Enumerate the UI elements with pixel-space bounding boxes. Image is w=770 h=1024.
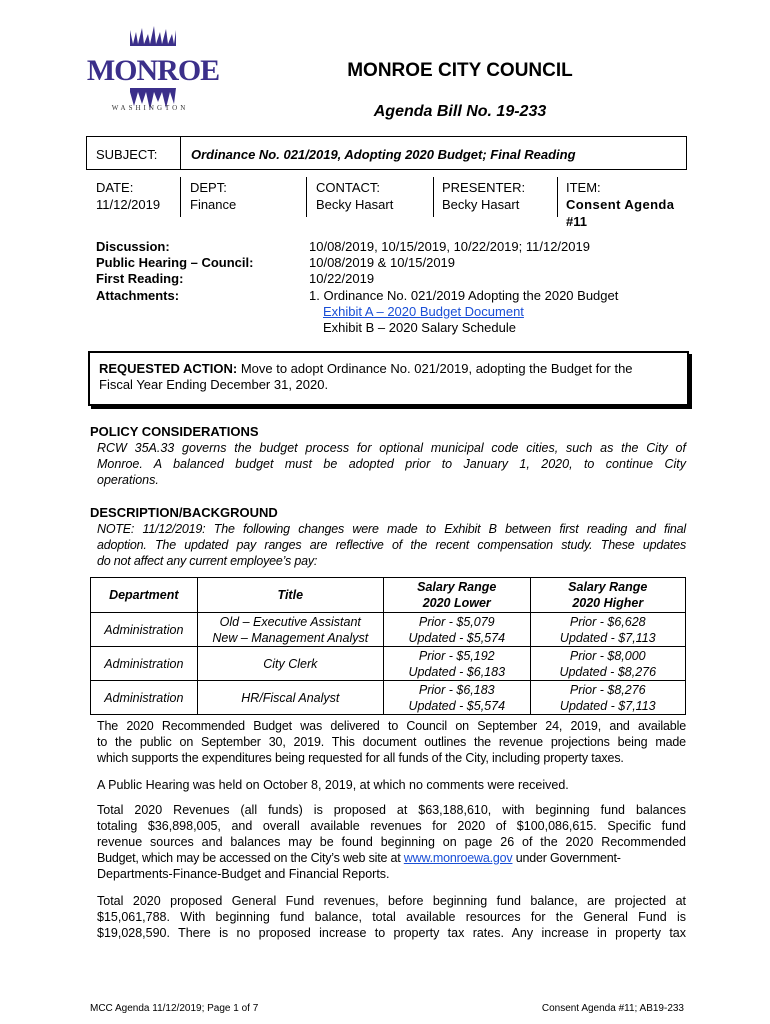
presenter-value: Becky Hasart <box>442 197 520 212</box>
header-salary-lower <box>383 578 530 613</box>
info-divider <box>557 177 558 217</box>
policy-line: Monroe. A balanced budget must be adopted prior to January 1, 2020, to continue City <box>97 457 686 471</box>
paragraph-line: Total 2020 proposed General Fund revenues, before beginning fund balance, are projected at <box>97 894 686 908</box>
logo-subtitle: WASHINGTON <box>111 104 189 112</box>
info-divider <box>433 177 434 217</box>
attachments-label: Attachments: <box>96 288 180 303</box>
paragraph-line: to the public on September 30, 2019. This document outlines the revenue projections being made <box>97 735 686 749</box>
cell-text: New – Management Analyst <box>212 630 369 645</box>
header-text: Salary Range <box>417 580 497 594</box>
requested-action-text: Move to adopt Ordinance No. 021/2019, adopting the Budget for the <box>237 361 633 376</box>
description-heading: DESCRIPTION/BACKGROUND <box>90 505 278 520</box>
header-department: Department <box>91 578 198 613</box>
info-divider <box>180 177 181 217</box>
requested-action-text-cont: Fiscal Year Ending December 31, 2020. <box>99 377 329 392</box>
salary-range-table <box>90 577 686 715</box>
paragraph-line: Total 2020 Revenues (all funds) is proposed at $63,188,610, with beginning fund balances <box>97 803 686 817</box>
item-number: #11 <box>566 214 587 229</box>
description-note <box>97 521 686 569</box>
subject-divider <box>180 136 181 170</box>
note-line: adoption. The updated pay ranges are reflective of the recent compensation study. These updates <box>97 538 686 552</box>
policy-text <box>97 440 686 488</box>
cell-text: Old – Executive Assistant <box>219 614 361 629</box>
attachment-exhibit-b: Exhibit B – 2020 Salary Schedule <box>323 320 516 335</box>
cell-text: Updated - $6,183 <box>408 664 506 679</box>
cell-text: Updated - $5,574 <box>408 630 506 645</box>
paragraph-text: Budget, which may be accessed on the City’s web site at <box>97 851 404 865</box>
paragraph-line: revenue sources and balances may be found beginning on page 26 of the 2020 Recommended <box>97 835 686 849</box>
header-text: Salary Range <box>568 580 648 594</box>
agenda-bill-number: Agenda Bill No. 19-233 <box>373 103 547 120</box>
cell-text: Prior - $5,192 <box>418 648 495 663</box>
requested-action-label: REQUESTED ACTION: <box>99 361 238 376</box>
note-line: do not affect any current employee’s pay: <box>97 554 318 568</box>
monroewa-website-link[interactable]: www.monroewa.gov <box>403 851 513 865</box>
paragraph-line <box>97 850 686 866</box>
requested-action-box <box>88 351 689 406</box>
cell-text: Prior - $6,628 <box>569 614 646 629</box>
cell-lower <box>383 613 530 647</box>
cell-text: Updated - $8,276 <box>559 664 657 679</box>
header-text: 2020 Higher <box>572 596 644 610</box>
first-reading-label: First Reading: <box>96 271 184 286</box>
policy-heading: POLICY CONSIDERATIONS <box>90 424 259 439</box>
cell-title <box>197 613 383 647</box>
page-title: MONROE CITY COUNCIL <box>347 60 573 81</box>
cell-title: City Clerk <box>197 647 383 681</box>
header-text: 2020 Lower <box>422 596 491 610</box>
paragraph-line: totaling $36,898,005, and overall available revenues for 2020 of $100,086,615. Specific fund <box>97 819 686 833</box>
cell-higher <box>530 647 685 681</box>
subject-value: Ordinance No. 021/2019, Adopting 2020 Budget; Final Reading <box>191 147 576 162</box>
contact-value: Becky Hasart <box>316 197 394 212</box>
subject-label: SUBJECT: <box>96 147 158 162</box>
cell-text: Prior - $8,276 <box>569 682 646 697</box>
policy-line: operations. <box>97 473 159 487</box>
cell-higher <box>530 681 685 715</box>
date-value: 11/12/2019 <box>96 197 161 212</box>
monroe-logo-graphic <box>86 20 220 115</box>
cell-text: Updated - $5,574 <box>408 698 506 713</box>
policy-line: RCW 35A.33 governs the budget process for optional municipal code cities, such as the City of <box>97 441 686 455</box>
cell-text: Prior - $6,183 <box>418 682 495 697</box>
monroe-logo <box>86 20 220 115</box>
cell-lower <box>383 647 530 681</box>
first-reading-date: 10/22/2019 <box>309 271 375 286</box>
paragraph-total-revenues <box>97 802 686 882</box>
paragraph-budget-delivery <box>97 718 686 766</box>
cell-text: Prior - $8,000 <box>569 648 646 663</box>
cell-text: Prior - $5,079 <box>418 614 495 629</box>
cell-department: Administration <box>91 647 198 681</box>
cell-department: Administration <box>91 613 198 647</box>
exhibit-a-link[interactable]: Exhibit A – 2020 Budget Document <box>323 304 524 319</box>
info-divider <box>306 177 307 217</box>
table-header-row <box>91 578 686 613</box>
footer-agenda-ref: Consent Agenda #11; AB19-233 <box>541 1003 684 1014</box>
dept-value: Finance <box>190 197 237 212</box>
cell-higher <box>530 613 685 647</box>
paragraph-line: The 2020 Recommended Budget was delivered to Council on September 24, 2019, and available <box>97 719 686 733</box>
paragraph-line: Departments-Finance-Budget and Financial Reports. <box>97 867 390 881</box>
discussion-dates: 10/08/2019, 10/15/2019, 10/22/2019; 11/12/2019 <box>309 239 590 254</box>
paragraph-public-hearing: A Public Hearing was held on October 8, 2019, at which no comments were received. <box>97 778 569 792</box>
contact-label: CONTACT: <box>316 180 381 195</box>
cell-text: Updated - $7,113 <box>559 630 656 645</box>
cell-text: Updated - $7,113 <box>559 698 656 713</box>
paragraph-line: $19,028,590. There is no proposed increase to property tax rates. Any increase in property tax <box>97 926 686 940</box>
paragraph-line: which supports the expenditures being requested for all funds of the City, including property taxes. <box>97 751 624 765</box>
presenter-label: PRESENTER: <box>442 180 526 195</box>
paragraph-general-fund <box>97 893 686 941</box>
table-row <box>91 613 686 647</box>
paragraph-text: under Government- <box>512 851 621 865</box>
table-row <box>91 681 686 715</box>
dept-label: DEPT: <box>190 180 227 195</box>
item-value: Consent Agenda <box>566 197 675 212</box>
cell-lower <box>383 681 530 715</box>
header-title: Title <box>197 578 383 613</box>
public-hearing-dates: 10/08/2019 & 10/15/2019 <box>309 255 456 270</box>
cell-department: Administration <box>91 681 198 715</box>
header-salary-higher <box>530 578 685 613</box>
public-hearing-label: Public Hearing – Council: <box>96 255 254 270</box>
footer-page-info: MCC Agenda 11/12/2019; Page 1 of 7 <box>90 1003 259 1014</box>
paragraph-line: $15,061,788. With beginning fund balance, total available resources for the General Fund is <box>97 910 686 924</box>
logo-wordmark: MONROE <box>86 54 220 87</box>
discussion-label: Discussion: <box>96 239 170 254</box>
date-label: DATE: <box>96 180 134 195</box>
item-label: ITEM: <box>566 180 601 195</box>
note-line: NOTE: 11/12/2019: The following changes were made to Exhibit B between first reading and final <box>97 522 686 536</box>
cell-title: HR/Fiscal Analyst <box>197 681 383 715</box>
attachment-ordinance: 1. Ordinance No. 021/2019 Adopting the 2020 Budget <box>309 288 619 303</box>
table-row <box>91 647 686 681</box>
